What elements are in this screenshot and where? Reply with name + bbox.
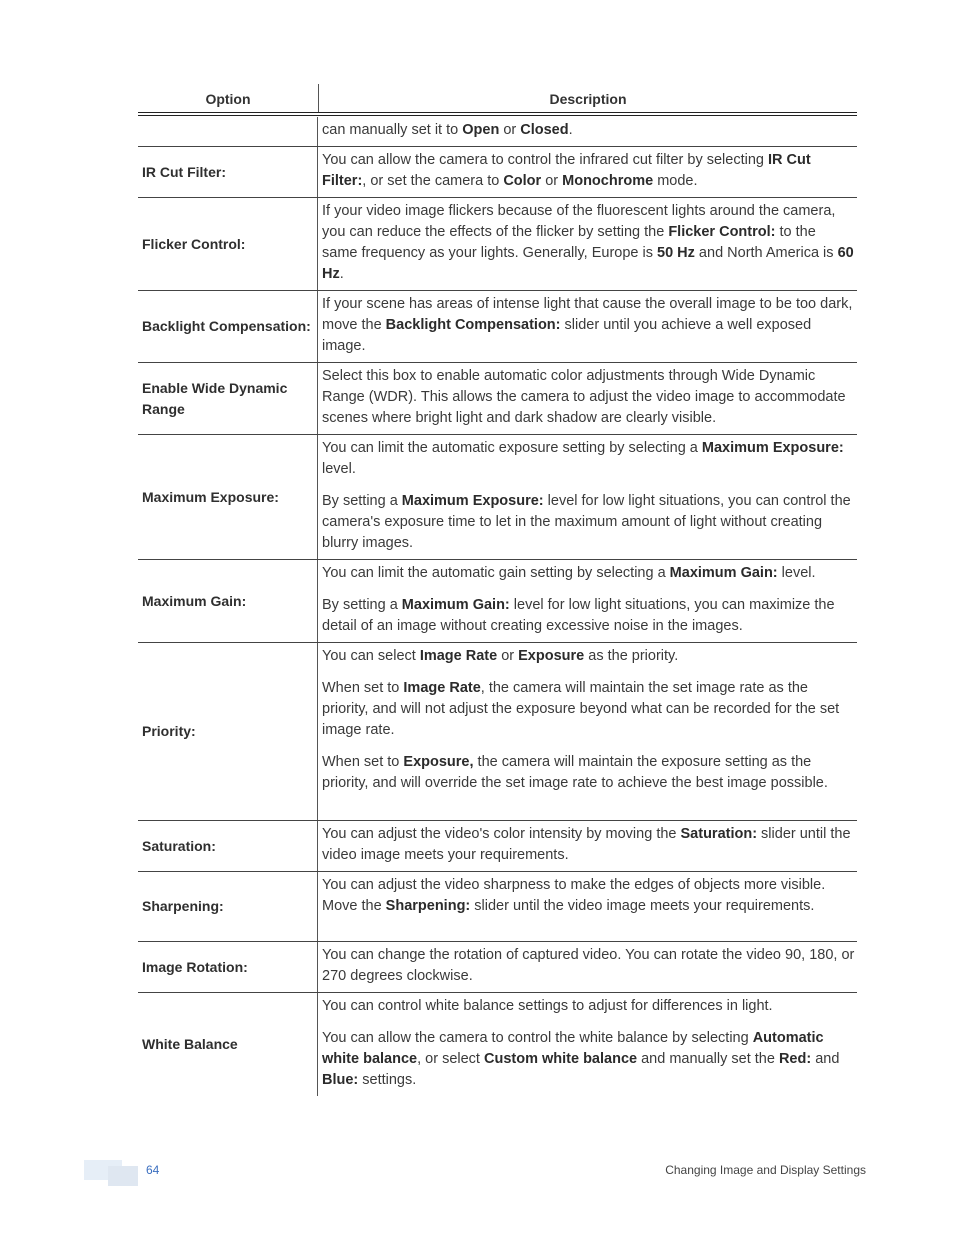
bold-term: Maximum Gain: [669, 565, 778, 581]
option-cell: Image Rotation: [138, 942, 318, 992]
bold-term: Open [462, 122, 500, 138]
text-run: , or set the camera to [362, 173, 504, 189]
text-run: Select this box to enable automatic color adjustments through Wide Dynamic Range (WDR). This allows the camera to adjust the video image to accommodate scenes where bright light and dark shadow are clearly visible. [322, 368, 846, 426]
bold-term: Red: [778, 1051, 812, 1067]
bold-term: Image Rate [419, 648, 498, 664]
text-run: You can select [322, 648, 420, 664]
bold-term: IR Cut Filter: [322, 152, 811, 189]
description-cell [318, 560, 857, 642]
text-run: or [541, 173, 563, 189]
bold-term: Blue: [322, 1072, 359, 1088]
table-row [138, 198, 857, 291]
text-run: You can limit the automatic gain setting by selecting a [322, 565, 670, 581]
table-row [138, 821, 857, 872]
text-run: If your video image flickers because of the fluorescent lights around the camera, you can reduce the effects of the flicker by setting the [322, 203, 836, 240]
bold-term: Saturation: [680, 826, 758, 842]
option-cell: Enable Wide Dynamic Range [138, 363, 318, 434]
description-paragraph [322, 438, 855, 480]
text-run: You can control white balance settings to adjust for differences in light. [322, 998, 773, 1014]
text-run: You can adjust the video sharpness to make the edges of objects more visible. Move the [322, 877, 826, 914]
option-cell: Backlight Compensation: [138, 291, 318, 362]
description-paragraph [322, 491, 855, 554]
text-run: as the priority. [584, 648, 679, 664]
bold-term: Backlight Compensation: [385, 317, 561, 333]
text-run: When set to [322, 680, 404, 696]
text-run: If your scene has areas of intense light that cause the overall image to be too dark, move the [322, 296, 853, 333]
text-run: settings. [358, 1072, 417, 1088]
option-cell: IR Cut Filter: [138, 147, 318, 197]
description-cell [318, 821, 857, 871]
description-cell [318, 993, 857, 1096]
text-run: You can adjust the video's color intensity by moving the [322, 826, 681, 842]
bold-term: Sharpening: [385, 898, 471, 914]
text-run: level for low light situations, you can maximize the detail of an image without creating excessive noise in the images. [322, 597, 835, 634]
description-paragraph [322, 595, 855, 637]
text-run: slider until the video image meets your requirements. [322, 826, 851, 863]
text-run: You can allow the camera to control the infrared cut filter by selecting [322, 152, 768, 168]
description-paragraph [322, 824, 855, 866]
table-row [138, 643, 857, 821]
option-cell: Maximum Gain: [138, 560, 318, 642]
table-row [138, 872, 857, 942]
bold-term: Color [503, 173, 542, 189]
bold-term: Closed [520, 122, 569, 138]
description-cell [318, 363, 857, 434]
text-run: level. [777, 565, 816, 581]
bold-term: Image Rate [403, 680, 481, 696]
text-run: By setting a [322, 493, 402, 509]
option-cell: White Balance [138, 993, 318, 1096]
description-paragraph [322, 366, 855, 429]
bold-term: Maximum Exposure: [701, 440, 844, 456]
text-run: level. [322, 461, 356, 477]
text-run: mode. [653, 173, 698, 189]
description-paragraph [322, 752, 855, 794]
table-row [138, 993, 857, 1096]
description-paragraph [322, 646, 855, 667]
description-cell [318, 942, 857, 992]
option-cell [138, 117, 318, 146]
bold-term: Custom white balance [483, 1051, 638, 1067]
text-run: level for low light situations, you can control the camera's exposure time to let in the maximum amount of light without creating blurry images. [322, 493, 851, 551]
text-run: and manually set the [637, 1051, 779, 1067]
table-row [138, 291, 857, 363]
text-run: or [497, 648, 519, 664]
text-run: You can change the rotation of captured video. You can rotate the video 90, 180, or 270 degrees clockwise. [322, 947, 855, 984]
bold-term: Flicker Control: [668, 224, 776, 240]
table-row [138, 363, 857, 435]
description-cell [318, 117, 857, 146]
chapter-title: Changing Image and Display Settings [665, 1163, 866, 1177]
description-cell [318, 147, 857, 197]
description-paragraph [322, 294, 855, 357]
description-paragraph [322, 875, 855, 917]
text-run: By setting a [322, 597, 402, 613]
description-paragraph [322, 120, 855, 141]
text-run: . [339, 266, 344, 282]
option-cell: Sharpening: [138, 872, 318, 941]
header-description: Description [549, 91, 627, 107]
description-cell [318, 643, 857, 820]
description-paragraph [322, 996, 855, 1017]
table-body [138, 117, 857, 1096]
bold-term: 60 Hz [322, 245, 854, 282]
option-cell: Priority: [138, 643, 318, 820]
bold-term: Automatic white balance [322, 1030, 824, 1067]
description-paragraph [322, 1028, 855, 1091]
text-run: , the camera will maintain the set image rate as the priority, and will not adjust the exposure beyond what can be recorded for the set image rate. [322, 680, 840, 738]
text-run: slider until you achieve a well exposed image. [322, 317, 812, 354]
table-row [138, 117, 857, 147]
description-paragraph [322, 678, 855, 741]
text-run: You can allow the camera to control the white balance by selecting [322, 1030, 753, 1046]
bold-term: 50 Hz [657, 245, 695, 261]
description-paragraph [322, 945, 855, 987]
text-run: and [811, 1051, 840, 1067]
text-run: When set to [322, 754, 404, 770]
text-run: , or select [417, 1051, 484, 1067]
option-cell: Flicker Control: [138, 198, 318, 290]
text-run: the camera will maintain the exposure setting as the priority, and will override the set image rate to achieve the best image possible. [322, 754, 828, 791]
description-paragraph [322, 150, 855, 192]
bold-term: Exposure, [403, 754, 474, 770]
footer-logo-square [108, 1166, 138, 1186]
text-run: You can limit the automatic exposure setting by selecting a [322, 440, 702, 456]
option-cell: Saturation: [138, 821, 318, 871]
text-run: slider until the video image meets your requirements. [470, 898, 815, 914]
text-run: to the same frequency as your lights. Generally, Europe is [322, 224, 816, 261]
bold-term: Exposure [518, 648, 585, 664]
text-run: and North America is [694, 245, 838, 261]
bold-term: Monochrome [562, 173, 654, 189]
table-header [138, 84, 857, 113]
option-cell: Maximum Exposure: [138, 435, 318, 559]
description-cell [318, 291, 857, 362]
table-row [138, 560, 857, 643]
description-cell [318, 198, 857, 290]
table-row [138, 942, 857, 993]
table-row [138, 435, 857, 560]
table-row [138, 147, 857, 198]
text-run: or [499, 122, 521, 138]
description-paragraph [322, 201, 855, 285]
bold-term: Maximum Exposure: [401, 493, 544, 509]
text-run: can manually set it to [322, 122, 463, 138]
description-cell [318, 435, 857, 559]
settings-table [138, 84, 857, 1096]
description-cell [318, 872, 857, 941]
text-run: . [568, 122, 573, 138]
description-paragraph [322, 563, 855, 584]
bold-term: Maximum Gain: [401, 597, 510, 613]
header-option: Option [138, 84, 319, 112]
page-number: 64 [146, 1163, 160, 1177]
